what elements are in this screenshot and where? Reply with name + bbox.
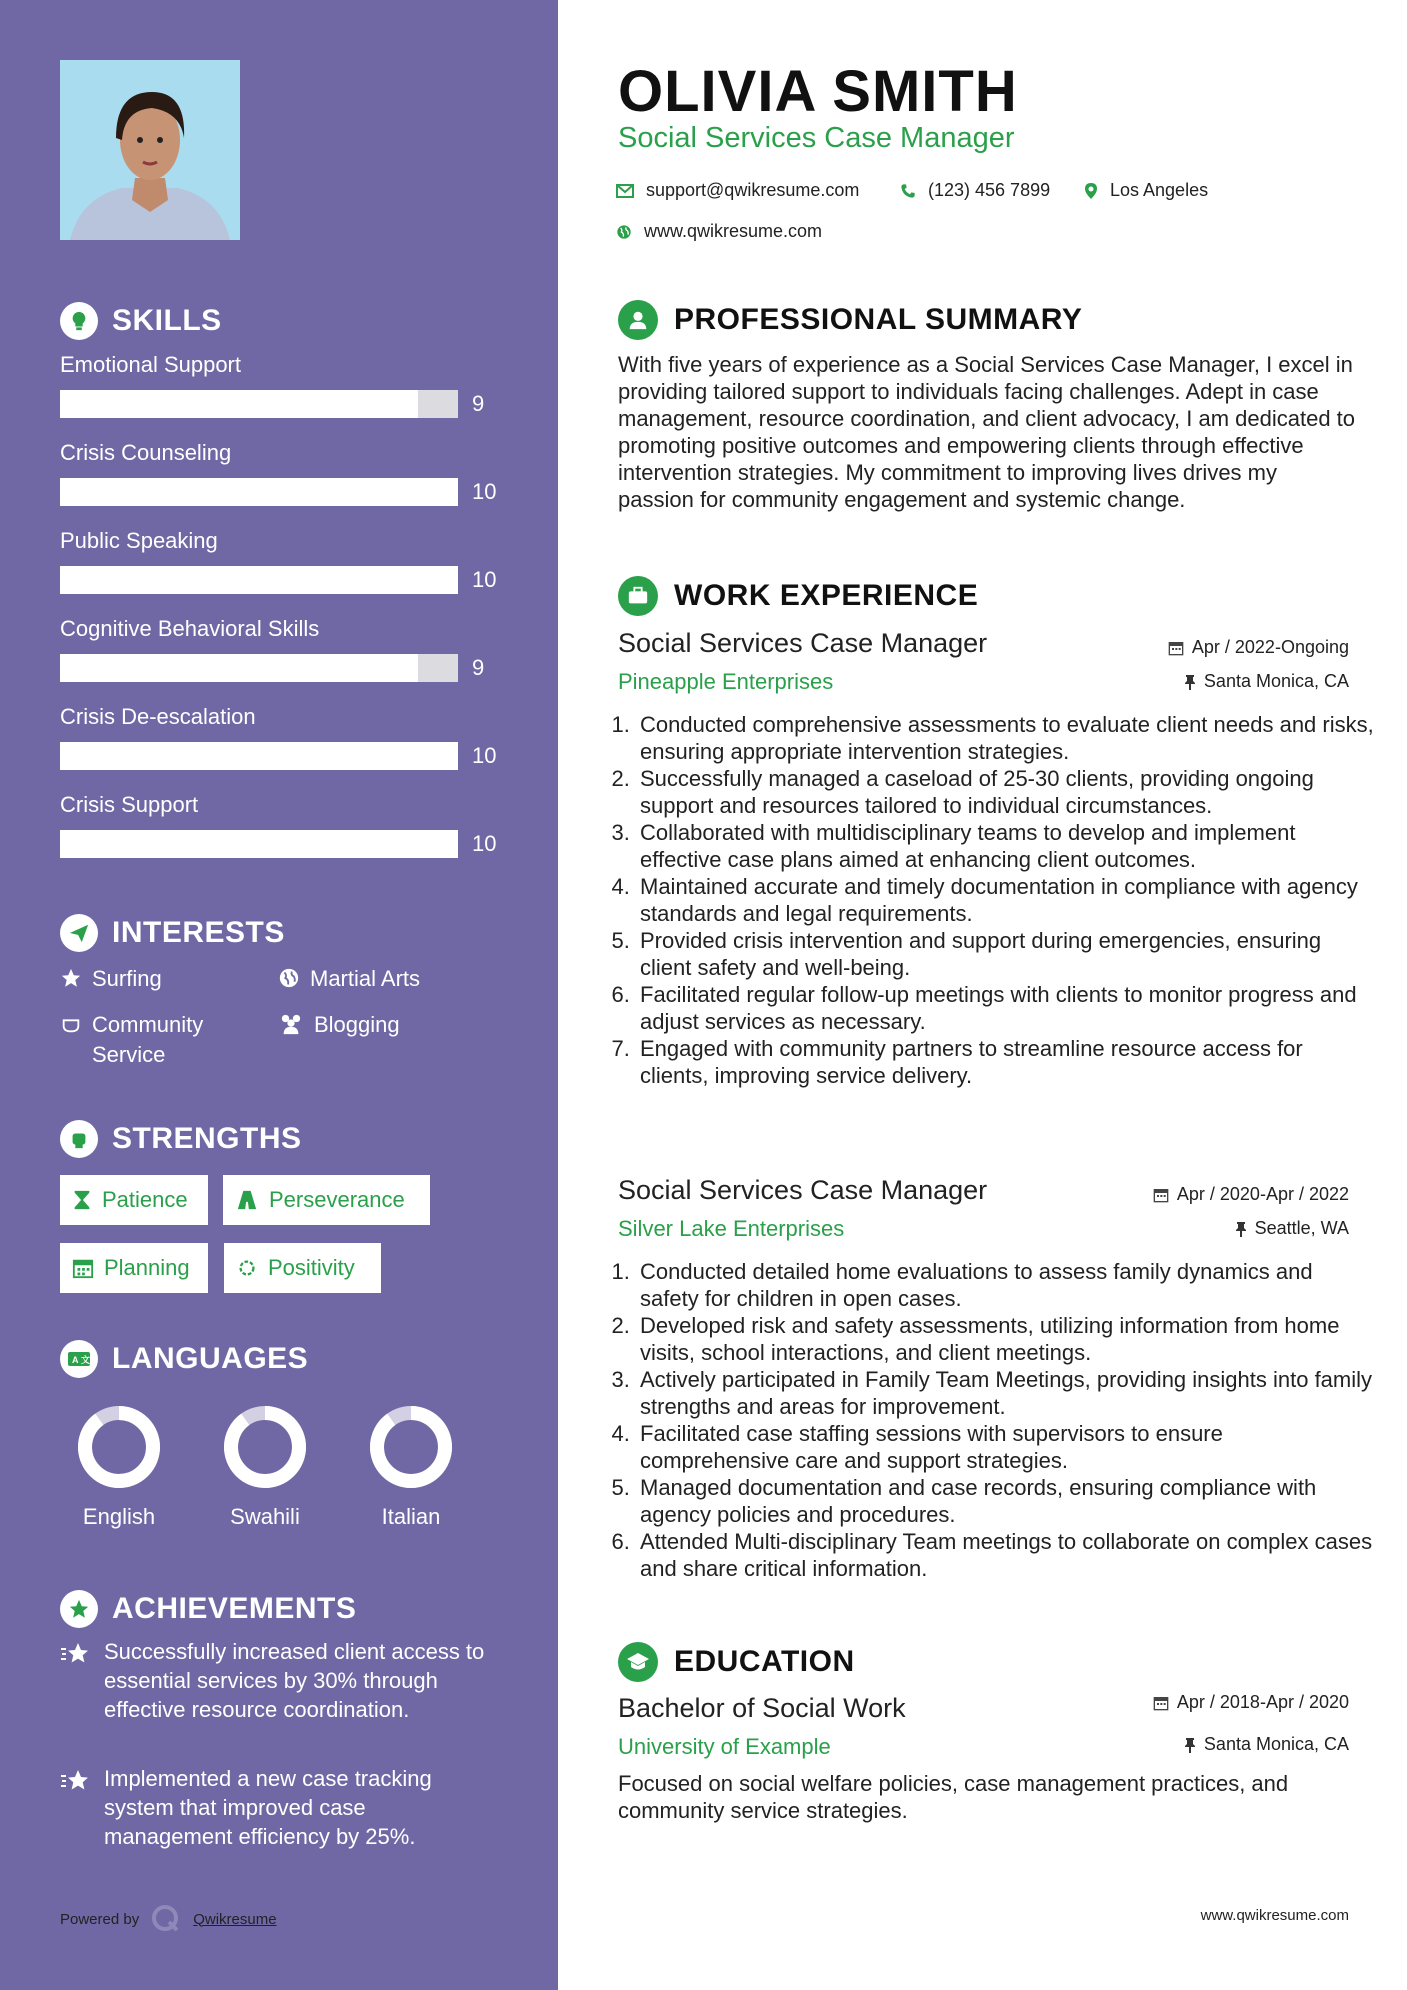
language-item [346, 1404, 476, 1530]
star-icon [60, 967, 82, 989]
summary-heading: PROFESSIONAL SUMMARY [618, 300, 1082, 340]
list-item: 4. Facilitated case staffing sessions with supervisors to ensure comprehensive care and support strategies. [636, 1420, 1376, 1474]
hourglass-icon [72, 1189, 92, 1211]
job-bullets [618, 711, 1376, 1089]
language-level-arc [85, 1413, 153, 1481]
experience-heading: WORK EXPERIENCE [618, 576, 978, 616]
education-location: Santa Monica, CA [1184, 1734, 1349, 1755]
pushpin-icon [1184, 674, 1196, 690]
calendar-icon [1153, 1695, 1169, 1711]
language-donut [222, 1404, 308, 1490]
summary-text: With five years of experience as a Social Services Case Manager, I excel in providing tailored support to individuals facing challenges. Adept in case management, resource coordination, and client advocacy, I am dedicated to promoting positive outcomes and empowering clients through effective intervention strategies. My commitment to improving lives drives my passion for community engagement and systemic change. [618, 352, 1356, 512]
strengths-heading-label: STRENGTHS [112, 1122, 302, 1155]
interest-label: Community Service [92, 1012, 204, 1067]
list-item: 6. Attended Multi-disciplinary Team meetings to collaborate on complex cases and share critical information. [636, 1528, 1376, 1582]
globe-icon [616, 224, 632, 240]
skill-value: 10 [472, 479, 497, 504]
languages-heading-label: LANGUAGES [112, 1342, 309, 1375]
pushpin-icon [1184, 1737, 1196, 1753]
list-item: 5. Provided crisis intervention and support during emergencies, ensuring client safety and well-being. [636, 927, 1376, 981]
skill-item [60, 528, 500, 594]
skill-name: Public Speaking [60, 528, 218, 553]
calendar-icon [1168, 640, 1184, 656]
job-dates: Apr / 2022-Ongoing [1168, 637, 1349, 658]
education-heading: EDUCATION [618, 1642, 855, 1682]
school-name: University of Example [618, 1734, 831, 1759]
qwikresume-logo-icon [151, 1904, 181, 1934]
powered-by: Powered by Qwikresume [60, 1904, 277, 1934]
skill-bar [60, 478, 458, 506]
fist-icon [60, 1120, 98, 1158]
skill-name: Crisis Support [60, 792, 199, 817]
job-bullets [618, 1258, 1376, 1582]
interest-item [60, 964, 260, 994]
globe-icon [278, 967, 300, 989]
language-level-arc [377, 1413, 445, 1481]
skill-item [60, 616, 500, 682]
skill-value: 10 [472, 831, 497, 856]
achievement-item: Successfully increased client access to essential services by 30% through effective resource coordination. [60, 1637, 500, 1724]
language-item [200, 1404, 330, 1530]
interest-item [60, 1010, 240, 1070]
interests-heading [60, 914, 285, 952]
language-donut [368, 1404, 454, 1490]
skill-item [60, 440, 500, 506]
contact-website: www.qwikresume.com [616, 221, 822, 242]
skill-bar [60, 742, 458, 770]
graduation-icon [618, 1642, 658, 1682]
sun-icon [236, 1257, 258, 1279]
language-label: Swahili [230, 1504, 300, 1529]
skill-name: Crisis Counseling [60, 440, 232, 465]
map-pin-icon [1084, 182, 1098, 200]
user-icon [618, 300, 658, 340]
skill-bar [60, 654, 458, 682]
skills-heading [60, 302, 222, 340]
contact-location: Los Angeles [1084, 180, 1208, 201]
language-label: Italian [381, 1504, 441, 1529]
list-item: 7. Engaged with community partners to streamline resource access for clients, improving service delivery. [636, 1035, 1376, 1089]
degree-title: Bachelor of Social Work [618, 1693, 906, 1723]
envelope-icon [616, 184, 634, 198]
languages-heading [60, 1340, 308, 1378]
hand-icon [60, 1013, 82, 1035]
language-label: English [82, 1504, 156, 1529]
pushpin-icon [1235, 1221, 1247, 1237]
skill-item [60, 352, 500, 418]
candidate-name: OLIVIA SMITH [618, 59, 1018, 124]
contact-phone: (123) 456 7899 [900, 180, 1050, 201]
education-dates: Apr / 2018-Apr / 2020 [1153, 1692, 1349, 1713]
skill-name: Emotional Support [60, 352, 241, 377]
interest-item [278, 1010, 498, 1040]
list-item: 3. Collaborated with multidisciplinary teams to develop and implement effective case plans aimed at enhancing client outcomes. [636, 819, 1376, 873]
job-location: Santa Monica, CA [1184, 671, 1349, 692]
achievements-heading [60, 1590, 356, 1628]
strength-badge: Positivity [224, 1243, 381, 1293]
calendar-icon [1153, 1187, 1169, 1203]
achievement-item: Implemented a new case tracking system that improved case management efficiency by 25%. [60, 1764, 500, 1851]
education-description: Focused on social welfare policies, case management practices, and community service strategies. [618, 1771, 1289, 1823]
job-dates: Apr / 2020-Apr / 2022 [1153, 1184, 1349, 1205]
skill-item [60, 792, 500, 858]
language-icon [60, 1340, 98, 1378]
candidate-title: Social Services Case Manager [618, 122, 1015, 154]
list-item: 2. Developed risk and safety assessments, utilizing information from home visits, school interactions, and client meetings. [636, 1312, 1376, 1366]
strength-badge: Patience [60, 1175, 208, 1225]
star-burst-icon [60, 1641, 92, 1667]
calendar-icon [72, 1257, 94, 1279]
list-item: 1. Conducted comprehensive assessments to evaluate client needs and risks, ensuring appropriate intervention strategies. [636, 711, 1376, 765]
list-item: 1. Conducted detailed home evaluations to assess family dynamics and safety for children in open cases. [636, 1258, 1376, 1312]
job-location: Seattle, WA [1235, 1218, 1349, 1239]
strength-badge: Perseverance [223, 1175, 430, 1225]
list-item: 2. Successfully managed a caseload of 25-30 clients, providing ongoing support and resources tailored to individual circumstances. [636, 765, 1376, 819]
language-item [54, 1404, 184, 1530]
road-icon [235, 1189, 259, 1211]
skill-bar [60, 390, 458, 418]
language-level-arc [231, 1413, 299, 1481]
trophy-star-icon [60, 1590, 98, 1628]
sidebar [0, 0, 558, 1990]
interest-item [278, 964, 498, 994]
interests-heading-label: INTERESTS [112, 916, 285, 949]
achievements-heading-label: ACHIEVEMENTS [112, 1592, 357, 1625]
svg-text:A: A [72, 1355, 79, 1365]
skills-heading-label: SKILLS [112, 304, 222, 337]
interest-label: Surfing [92, 966, 162, 991]
briefcase-icon [618, 576, 658, 616]
users-icon [278, 1013, 304, 1035]
interest-label: Martial Arts [310, 966, 421, 991]
paper-plane-icon [60, 914, 98, 952]
footer-website[interactable]: www.qwikresume.com [1200, 1907, 1349, 1924]
interest-label: Blogging [314, 1012, 400, 1037]
qwikresume-link[interactable]: Qwikresume [193, 1910, 277, 1928]
language-donut [76, 1404, 162, 1490]
star-burst-icon [60, 1768, 92, 1794]
phone-icon [900, 183, 916, 199]
list-item: 6. Facilitated regular follow-up meetings with clients to monitor progress and adjust services as necessary. [636, 981, 1376, 1035]
list-item: 4. Maintained accurate and timely documentation in compliance with agency standards and legal requirements. [636, 873, 1376, 927]
skill-value: 10 [472, 567, 497, 592]
skill-item [60, 704, 500, 770]
contact-email: support@qwikresume.com [616, 180, 859, 201]
skill-bar [60, 830, 458, 858]
strengths-heading [60, 1120, 302, 1158]
skill-value: 10 [472, 743, 497, 768]
list-item: 5. Managed documentation and case records, ensuring compliance with agency policies and procedures. [636, 1474, 1376, 1528]
skill-value: 9 [472, 655, 485, 680]
skill-name: Crisis De-escalation [60, 704, 256, 729]
strength-badge: Planning [60, 1243, 208, 1293]
company-name: Silver Lake Enterprises [618, 1216, 845, 1241]
list-item: 3. Actively participated in Family Team Meetings, providing insights into family strengths and areas for improvement. [636, 1366, 1376, 1420]
skill-name: Cognitive Behavioral Skills [60, 616, 320, 641]
company-name: Pineapple Enterprises [618, 669, 834, 694]
skill-value: 9 [472, 391, 485, 416]
skill-bar [60, 566, 458, 594]
svg-text:文: 文 [81, 1355, 91, 1365]
job-title: Social Services Case Manager [618, 628, 988, 658]
profile-photo [60, 60, 240, 240]
job-title: Social Services Case Manager [618, 1175, 988, 1205]
lightbulb-icon [60, 302, 98, 340]
